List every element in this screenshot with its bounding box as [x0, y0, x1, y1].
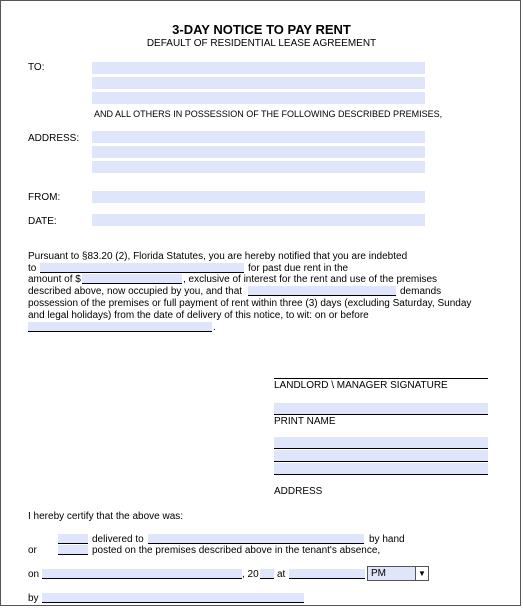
from-field[interactable] — [92, 191, 425, 203]
form-title: 3-DAY NOTICE TO PAY RENT — [172, 22, 351, 37]
others-in-possession-text: AND ALL OTHERS IN POSSESSION OF THE FOLLOWING DESCRIBED PREMISES, — [94, 109, 443, 119]
posted-check-field[interactable] — [58, 545, 88, 555]
delivered-to-text: delivered to — [92, 534, 144, 545]
landlord-signature-label: LANDLORD \ MANAGER SIGNATURE — [274, 380, 448, 391]
by-hand-text: by hand — [369, 534, 405, 545]
signature-field[interactable] — [274, 403, 488, 415]
body-exclusive: , exclusive of interest for the rent and use of the premises — [183, 274, 438, 285]
delivered-to-field[interactable] — [148, 534, 364, 544]
address-field-3[interactable] — [92, 161, 425, 173]
address-field-2[interactable] — [92, 146, 425, 158]
served-by-field[interactable] — [42, 593, 304, 603]
amount-field[interactable] — [82, 274, 182, 284]
print-name-field[interactable] — [274, 437, 488, 449]
ampm-select[interactable] — [367, 566, 429, 581]
creditor-field[interactable] — [40, 263, 244, 273]
print-name-label: PRINT NAME — [274, 416, 336, 427]
or-text: or — [28, 545, 37, 556]
landlord-address-label: ADDRESS — [274, 486, 323, 497]
year-field[interactable] — [260, 569, 274, 579]
to-field-1[interactable] — [92, 62, 425, 74]
ampm-selected-value: PM — [371, 568, 386, 579]
body-line-6: and legal holidays) from the date of delivery of this notice, to wit: on or before — [28, 310, 369, 321]
posted-text: posted on the premises described above in the tenant's absence, — [92, 545, 381, 556]
body-line-1: Pursuant to §83.20 (2), Florida Statutes, you are hereby notified that you are indebted — [28, 251, 408, 262]
to-field-2[interactable] — [92, 77, 425, 89]
body-demands: demands — [400, 286, 442, 297]
to-label: TO: — [28, 62, 45, 73]
date-field[interactable] — [92, 214, 425, 226]
landlord-address-field-2[interactable] — [274, 463, 488, 475]
certify-intro: I hereby certify that the above was: — [28, 511, 184, 522]
at-text: at — [277, 569, 286, 580]
address-field-1[interactable] — [92, 131, 425, 143]
delivered-check-field[interactable] — [58, 534, 88, 544]
landlord-name-field[interactable] — [248, 286, 396, 296]
body-line-5: possession of the premises or full payment of rent within three (3) days (excluding Saturday, Sunday — [28, 298, 472, 309]
deadline-date-field[interactable] — [28, 322, 212, 332]
body-described: described above, now occupied by you, and that — [28, 286, 243, 297]
body-to-word: to — [28, 263, 37, 274]
signature-line — [274, 378, 488, 379]
landlord-address-field-1[interactable] — [274, 450, 488, 462]
body-period: . — [213, 322, 216, 333]
by-text: by — [28, 593, 39, 604]
year-prefix-text: , 20 — [242, 569, 259, 580]
time-field[interactable] — [289, 569, 365, 579]
form-subtitle: DEFAULT OF RESIDENTIAL LEASE AGREEMENT — [146, 38, 377, 49]
service-date-field[interactable] — [42, 569, 242, 579]
on-text: on — [28, 569, 40, 580]
address-label: ADDRESS: — [28, 133, 80, 144]
body-amount: amount of $ — [28, 274, 81, 285]
date-label: DATE: — [28, 216, 57, 227]
from-label: FROM: — [28, 192, 61, 203]
to-field-3[interactable] — [92, 92, 425, 104]
body-past-due: for past due rent in the — [248, 263, 349, 274]
chevron-down-icon[interactable]: ▼ — [415, 567, 428, 580]
